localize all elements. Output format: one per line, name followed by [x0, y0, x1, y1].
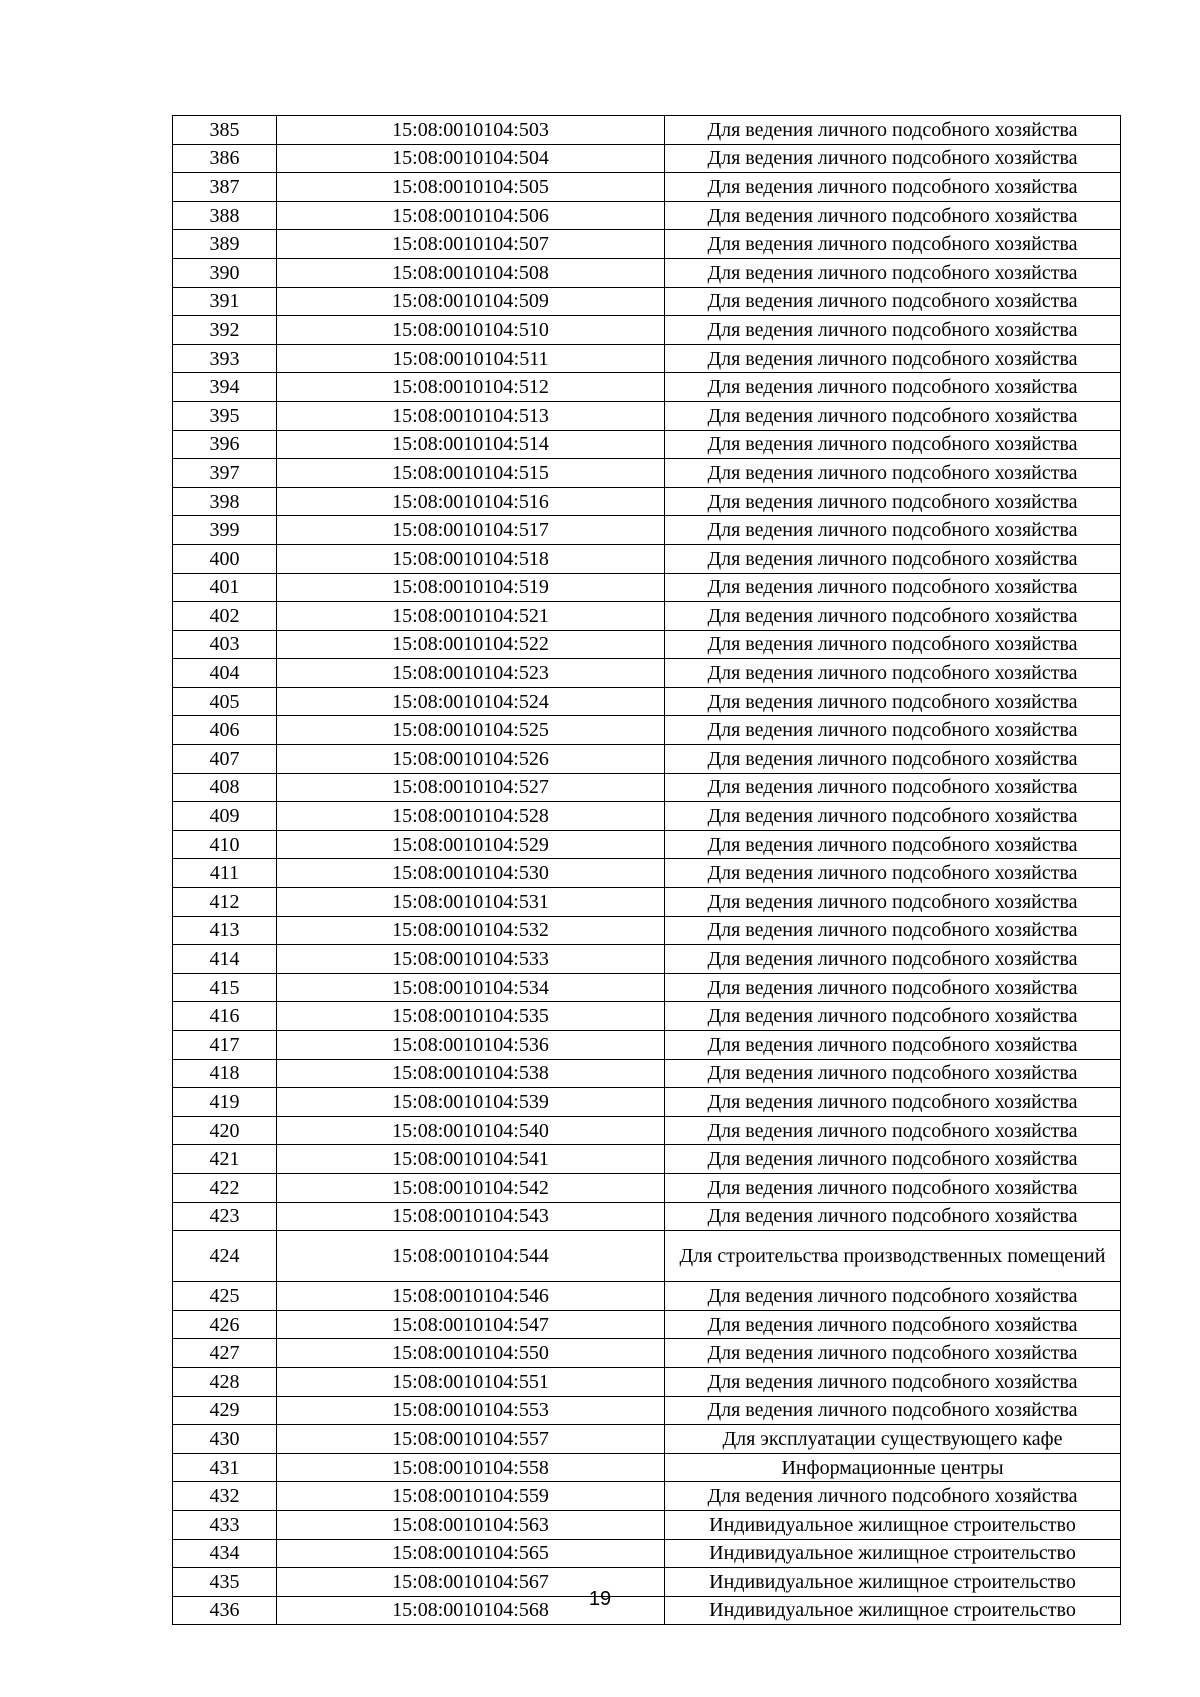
cadastral-number-cell: 15:08:0010104:541: [277, 1145, 665, 1174]
table-row: [173, 945, 1121, 974]
table-row: [173, 602, 1121, 631]
land-use-purpose-cell: Для ведения личного подсобного хозяйства: [665, 687, 1121, 716]
land-use-purpose-cell: Для ведения личного подсобного хозяйства: [665, 1202, 1121, 1231]
land-use-purpose-cell: Для ведения личного подсобного хозяйства: [665, 173, 1121, 202]
land-use-purpose-cell: Для ведения личного подсобного хозяйства: [665, 430, 1121, 459]
land-use-purpose-cell: Для ведения личного подсобного хозяйства: [665, 287, 1121, 316]
cadastral-number-cell: 15:08:0010104:526: [277, 745, 665, 774]
table-row: [173, 1173, 1121, 1202]
row-number-cell: 425: [173, 1282, 277, 1311]
row-number-cell: 407: [173, 745, 277, 774]
land-use-purpose-cell: Для ведения личного подсобного хозяйства: [665, 230, 1121, 259]
table-row: [173, 1396, 1121, 1425]
table-row: [173, 830, 1121, 859]
land-use-purpose-cell: Для ведения личного подсобного хозяйства: [665, 373, 1121, 402]
row-number-cell: 393: [173, 344, 277, 373]
cadastral-number-cell: 15:08:0010104:538: [277, 1059, 665, 1088]
table-row: [173, 173, 1121, 202]
cadastral-number-cell: 15:08:0010104:511: [277, 344, 665, 373]
table-row: [173, 1282, 1121, 1311]
land-use-purpose-cell: Для ведения личного подсобного хозяйства: [665, 487, 1121, 516]
cadastral-number-cell: 15:08:0010104:533: [277, 945, 665, 974]
row-number-cell: 412: [173, 888, 277, 917]
land-use-purpose-cell: Для ведения личного подсобного хозяйства: [665, 1116, 1121, 1145]
land-use-purpose-cell: Для ведения личного подсобного хозяйства: [665, 1282, 1121, 1311]
table-row: [173, 1367, 1121, 1396]
cadastral-number-cell: 15:08:0010104:567: [277, 1568, 665, 1597]
land-use-purpose-cell: Для ведения личного подсобного хозяйства: [665, 773, 1121, 802]
land-use-purpose-cell: Для ведения личного подсобного хозяйства: [665, 573, 1121, 602]
table-row: [173, 1059, 1121, 1088]
cadastral-number-cell: 15:08:0010104:503: [277, 116, 665, 145]
row-number-cell: 417: [173, 1031, 277, 1060]
row-number-cell: 391: [173, 287, 277, 316]
row-number-cell: 394: [173, 373, 277, 402]
row-number-cell: 396: [173, 430, 277, 459]
table-row: [173, 544, 1121, 573]
table-row: [173, 344, 1121, 373]
land-use-purpose-cell: Для ведения личного подсобного хозяйства: [665, 344, 1121, 373]
cadastral-number-cell: 15:08:0010104:546: [277, 1282, 665, 1311]
row-number-cell: 432: [173, 1482, 277, 1511]
land-use-purpose-cell: Для ведения личного подсобного хозяйства: [665, 116, 1121, 145]
row-number-cell: 386: [173, 144, 277, 173]
cadastral-number-cell: 15:08:0010104:513: [277, 401, 665, 430]
land-use-purpose-cell: Для ведения личного подсобного хозяйства: [665, 630, 1121, 659]
table-row: [173, 1231, 1121, 1282]
table-row: [173, 459, 1121, 488]
row-number-cell: 389: [173, 230, 277, 259]
cadastral-number-cell: 15:08:0010104:553: [277, 1396, 665, 1425]
table-row: [173, 973, 1121, 1002]
table-row: [173, 1310, 1121, 1339]
row-number-cell: 420: [173, 1116, 277, 1145]
land-use-purpose-cell: Для ведения личного подсобного хозяйства: [665, 945, 1121, 974]
table-row: [173, 1088, 1121, 1117]
cadastral-number-cell: 15:08:0010104:531: [277, 888, 665, 917]
row-number-cell: 423: [173, 1202, 277, 1231]
land-use-purpose-cell: Для ведения личного подсобного хозяйства: [665, 1002, 1121, 1031]
row-number-cell: 406: [173, 716, 277, 745]
row-number-cell: 414: [173, 945, 277, 974]
table-row: [173, 745, 1121, 774]
cadastral-number-cell: 15:08:0010104:522: [277, 630, 665, 659]
row-number-cell: 427: [173, 1339, 277, 1368]
table-row: [173, 487, 1121, 516]
row-number-cell: 402: [173, 602, 277, 631]
land-use-purpose-cell: Индивидуальное жилищное строительство: [665, 1539, 1121, 1568]
table-row: [173, 1510, 1121, 1539]
cadastral-number-cell: 15:08:0010104:510: [277, 316, 665, 345]
cadastral-number-cell: 15:08:0010104:532: [277, 916, 665, 945]
cadastral-number-cell: 15:08:0010104:509: [277, 287, 665, 316]
cadastral-number-cell: 15:08:0010104:540: [277, 1116, 665, 1145]
table-row: [173, 1145, 1121, 1174]
table-row: [173, 316, 1121, 345]
row-number-cell: 403: [173, 630, 277, 659]
row-number-cell: 387: [173, 173, 277, 202]
cadastral-number-cell: 15:08:0010104:528: [277, 802, 665, 831]
row-number-cell: 401: [173, 573, 277, 602]
land-use-purpose-cell: Индивидуальное жилищное строительство: [665, 1568, 1121, 1597]
land-use-purpose-cell: Для ведения личного подсобного хозяйства: [665, 888, 1121, 917]
row-number-cell: 435: [173, 1568, 277, 1597]
table-row: [173, 401, 1121, 430]
cadastral-number-cell: 15:08:0010104:519: [277, 573, 665, 602]
cadastral-number-cell: 15:08:0010104:558: [277, 1453, 665, 1482]
table-row: [173, 287, 1121, 316]
land-use-purpose-cell: Для ведения личного подсобного хозяйства: [665, 1059, 1121, 1088]
land-use-purpose-cell: Для ведения личного подсобного хозяйства: [665, 802, 1121, 831]
row-number-cell: 400: [173, 544, 277, 573]
row-number-cell: 418: [173, 1059, 277, 1088]
row-number-cell: 413: [173, 916, 277, 945]
row-number-cell: 395: [173, 401, 277, 430]
table-row: [173, 1453, 1121, 1482]
row-number-cell: 429: [173, 1396, 277, 1425]
page-number: 19: [588, 1588, 612, 1610]
cadastral-number-cell: 15:08:0010104:504: [277, 144, 665, 173]
cadastral-number-cell: 15:08:0010104:539: [277, 1088, 665, 1117]
land-use-purpose-cell: Для ведения личного подсобного хозяйства: [665, 144, 1121, 173]
cadastral-number-cell: 15:08:0010104:523: [277, 659, 665, 688]
row-number-cell: 431: [173, 1453, 277, 1482]
table-row: [173, 802, 1121, 831]
land-use-purpose-cell: Для ведения личного подсобного хозяйства: [665, 1339, 1121, 1368]
table-row: [173, 716, 1121, 745]
table-row: [173, 1425, 1121, 1454]
cadastral-number-cell: 15:08:0010104:525: [277, 716, 665, 745]
table-row: [173, 373, 1121, 402]
cadastral-number-cell: 15:08:0010104:557: [277, 1425, 665, 1454]
land-use-purpose-cell: Для строительства производственных помещений: [665, 1231, 1121, 1282]
table-row: [173, 1539, 1121, 1568]
row-number-cell: 404: [173, 659, 277, 688]
land-plots-table: [172, 115, 1121, 1625]
land-use-purpose-cell: Для ведения личного подсобного хозяйства: [665, 1367, 1121, 1396]
land-use-purpose-cell: Для ведения личного подсобного хозяйства: [665, 1396, 1121, 1425]
table-row: [173, 1482, 1121, 1511]
row-number-cell: 399: [173, 516, 277, 545]
land-use-purpose-cell: Для ведения личного подсобного хозяйства: [665, 401, 1121, 430]
land-use-purpose-cell: Для ведения личного подсобного хозяйства: [665, 830, 1121, 859]
cadastral-number-cell: 15:08:0010104:517: [277, 516, 665, 545]
row-number-cell: 385: [173, 116, 277, 145]
table-row: [173, 144, 1121, 173]
land-use-purpose-cell: Информационные центры: [665, 1453, 1121, 1482]
land-use-purpose-cell: Для ведения личного подсобного хозяйства: [665, 316, 1121, 345]
table-row: [173, 1202, 1121, 1231]
row-number-cell: 424: [173, 1231, 277, 1282]
land-use-purpose-cell: Для ведения личного подсобного хозяйства: [665, 716, 1121, 745]
cadastral-number-cell: 15:08:0010104:527: [277, 773, 665, 802]
row-number-cell: 411: [173, 859, 277, 888]
cadastral-number-cell: 15:08:0010104:535: [277, 1002, 665, 1031]
table-row: [173, 659, 1121, 688]
cadastral-number-cell: 15:08:0010104:506: [277, 201, 665, 230]
land-use-purpose-cell: Индивидуальное жилищное строительство: [665, 1596, 1121, 1625]
row-number-cell: 434: [173, 1539, 277, 1568]
table-row: [173, 116, 1121, 145]
cadastral-number-cell: 15:08:0010104:530: [277, 859, 665, 888]
cadastral-number-cell: 15:08:0010104:521: [277, 602, 665, 631]
table-row: [173, 916, 1121, 945]
land-use-purpose-cell: Для ведения личного подсобного хозяйства: [665, 516, 1121, 545]
land-use-purpose-cell: Для ведения личного подсобного хозяйства: [665, 602, 1121, 631]
cadastral-number-cell: 15:08:0010104:563: [277, 1510, 665, 1539]
cadastral-number-cell: 15:08:0010104:508: [277, 258, 665, 287]
table-row: [173, 516, 1121, 545]
land-use-purpose-cell: Для ведения личного подсобного хозяйства: [665, 258, 1121, 287]
row-number-cell: 409: [173, 802, 277, 831]
cadastral-number-cell: 15:08:0010104:516: [277, 487, 665, 516]
row-number-cell: 436: [173, 1596, 277, 1625]
table-row: [173, 773, 1121, 802]
cadastral-number-cell: 15:08:0010104:544: [277, 1231, 665, 1282]
row-number-cell: 405: [173, 687, 277, 716]
row-number-cell: 410: [173, 830, 277, 859]
row-number-cell: 408: [173, 773, 277, 802]
cadastral-number-cell: 15:08:0010104:543: [277, 1202, 665, 1231]
table-row: [173, 888, 1121, 917]
land-use-purpose-cell: Для ведения личного подсобного хозяйства: [665, 916, 1121, 945]
table-row: [173, 630, 1121, 659]
land-use-purpose-cell: Для ведения личного подсобного хозяйства: [665, 659, 1121, 688]
table-row: [173, 430, 1121, 459]
land-use-purpose-cell: Для ведения личного подсобного хозяйства: [665, 201, 1121, 230]
cadastral-number-cell: 15:08:0010104:547: [277, 1310, 665, 1339]
cadastral-number-cell: 15:08:0010104:515: [277, 459, 665, 488]
table-row: [173, 573, 1121, 602]
cadastral-number-cell: 15:08:0010104:512: [277, 373, 665, 402]
cadastral-number-cell: 15:08:0010104:505: [277, 173, 665, 202]
cadastral-number-cell: 15:08:0010104:536: [277, 1031, 665, 1060]
table-row: [173, 1116, 1121, 1145]
cadastral-number-cell: 15:08:0010104:550: [277, 1339, 665, 1368]
cadastral-number-cell: 15:08:0010104:524: [277, 687, 665, 716]
cadastral-number-cell: 15:08:0010104:568: [277, 1596, 665, 1625]
cadastral-number-cell: 15:08:0010104:559: [277, 1482, 665, 1511]
row-number-cell: 421: [173, 1145, 277, 1174]
land-use-purpose-cell: Для ведения личного подсобного хозяйства: [665, 859, 1121, 888]
cadastral-number-cell: 15:08:0010104:518: [277, 544, 665, 573]
land-use-purpose-cell: Для ведения личного подсобного хозяйства: [665, 973, 1121, 1002]
row-number-cell: 397: [173, 459, 277, 488]
table-row: [173, 258, 1121, 287]
table-row: [173, 1002, 1121, 1031]
land-use-purpose-cell: Для ведения личного подсобного хозяйства: [665, 1088, 1121, 1117]
land-use-purpose-cell: Для ведения личного подсобного хозяйства: [665, 459, 1121, 488]
row-number-cell: 426: [173, 1310, 277, 1339]
cadastral-number-cell: 15:08:0010104:551: [277, 1367, 665, 1396]
cadastral-number-cell: 15:08:0010104:542: [277, 1173, 665, 1202]
row-number-cell: 419: [173, 1088, 277, 1117]
table-row: [173, 687, 1121, 716]
table-row: [173, 1339, 1121, 1368]
row-number-cell: 433: [173, 1510, 277, 1539]
land-use-purpose-cell: Для ведения личного подсобного хозяйства: [665, 1310, 1121, 1339]
cadastral-number-cell: 15:08:0010104:565: [277, 1539, 665, 1568]
row-number-cell: 430: [173, 1425, 277, 1454]
land-use-purpose-cell: Для ведения личного подсобного хозяйства: [665, 745, 1121, 774]
land-use-purpose-cell: Для ведения личного подсобного хозяйства: [665, 1031, 1121, 1060]
land-use-purpose-cell: Для ведения личного подсобного хозяйства: [665, 1173, 1121, 1202]
row-number-cell: 422: [173, 1173, 277, 1202]
row-number-cell: 416: [173, 1002, 277, 1031]
row-number-cell: 428: [173, 1367, 277, 1396]
land-use-purpose-cell: Для эксплуатации существующего кафе: [665, 1425, 1121, 1454]
table-row: [173, 201, 1121, 230]
table-row: [173, 230, 1121, 259]
land-use-purpose-cell: Индивидуальное жилищное строительство: [665, 1510, 1121, 1539]
row-number-cell: 415: [173, 973, 277, 1002]
table-body: [173, 116, 1121, 1625]
land-use-purpose-cell: Для ведения личного подсобного хозяйства: [665, 544, 1121, 573]
row-number-cell: 388: [173, 201, 277, 230]
cadastral-number-cell: 15:08:0010104:529: [277, 830, 665, 859]
cadastral-number-cell: 15:08:0010104:507: [277, 230, 665, 259]
table-row: [173, 1031, 1121, 1060]
cadastral-number-cell: 15:08:0010104:514: [277, 430, 665, 459]
cadastral-number-cell: 15:08:0010104:534: [277, 973, 665, 1002]
table-row: [173, 859, 1121, 888]
row-number-cell: 398: [173, 487, 277, 516]
row-number-cell: 390: [173, 258, 277, 287]
row-number-cell: 392: [173, 316, 277, 345]
land-use-purpose-cell: Для ведения личного подсобного хозяйства: [665, 1145, 1121, 1174]
land-use-purpose-cell: Для ведения личного подсобного хозяйства: [665, 1482, 1121, 1511]
